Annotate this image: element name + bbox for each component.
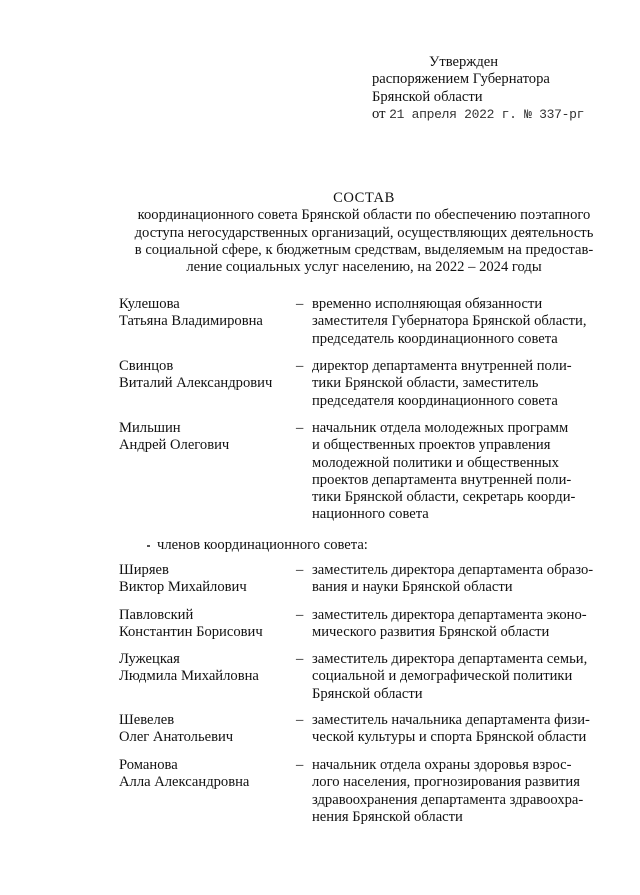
position-line: проектов департамента внутренней поли- [312,471,572,488]
member-given-names: Константин Борисович [119,624,263,641]
member-given-names: Андрей Олегович [119,437,230,454]
position-line: национного совета [312,506,429,523]
member-surname: Мильшин [119,420,181,436]
member-surname: Павловский [119,607,194,623]
title-line: координационного совета Брянской области по обеспечению поэтапного [137,207,591,224]
member-position [312,420,600,524]
position-line: заместитель начальника департамента физи- [312,712,590,728]
dash-separator: – [296,562,304,578]
member-position [312,712,600,747]
member-name [119,757,294,792]
member-surname: Лужецкая [119,651,180,667]
dash-separator: – [296,712,304,728]
position-line: ческой культуры и спорта Брянской области [312,729,587,746]
position-line: временно исполняющая обязанности [312,296,543,312]
approval-line-order: распоряжением Губернатора [372,71,550,88]
position-line: заместитель директора департамента образо- [312,562,594,578]
position-line: тики Брянской области, секретарь коорди- [312,489,576,506]
member-position [312,757,600,826]
member-name [119,712,294,747]
scan-speck [147,545,150,547]
member-given-names: Виктор Михайлович [119,579,247,596]
position-line: здравоохранения департамента здравоохра- [312,791,584,808]
position-line: нения Брянской области [312,808,463,825]
member-name [119,607,294,642]
dash-separator: – [296,296,304,312]
position-line: заместителя Губернатора Брянской области, [312,313,587,330]
title-line: в социальной сфере, к бюджетным средствам, выделяемым на предостав- [134,241,594,258]
position-line: лого населения, прогнозирования развития [312,774,580,791]
title-heading: СОСТАВ [333,190,395,206]
member-position [312,296,600,348]
title-line: доступа негосударственных организаций, осуществляющих деятельность [134,224,594,241]
position-line: председатель координационного совета [312,330,558,347]
member-given-names: Алла Александровна [119,774,250,791]
dash-separator: – [296,607,304,623]
approval-line-date [372,106,584,123]
member-surname: Свинцов [119,358,174,374]
document-title [128,190,600,276]
approval-date-stamp: 21 апреля 2022 г. № 337-рг [389,106,585,122]
title-line: ление социальных услуг населению, на 2022 – 2024 годы [186,259,542,276]
member-surname: Шевелев [119,712,175,728]
member-surname: Кулешова [119,296,180,312]
member-name [119,420,294,455]
position-line: заместитель директора департамента эконо- [312,607,587,623]
position-line: Брянской области [312,685,423,702]
approval-line-approved: Утвержден [429,54,499,70]
position-line: заместитель директора департамента семьи, [312,651,588,667]
dash-separator: – [296,420,304,436]
member-name [119,562,294,597]
member-given-names: Виталий Александрович [119,375,273,392]
position-line: вания и науки Брянской области [312,579,513,596]
member-position [312,651,600,703]
member-position [312,607,600,642]
approval-block [372,54,584,123]
dash-separator: – [296,757,304,773]
position-line: начальник отдела охраны здоровья взрос- [312,757,572,773]
position-line: директор департамента внутренней поли- [312,358,572,374]
dash-separator: – [296,651,304,667]
position-line: тики Брянской области, заместитель [312,375,539,392]
position-line: начальник отдела молодежных программ [312,420,569,436]
member-surname: Ширяев [119,562,169,578]
member-position [312,358,600,410]
member-given-names: Олег Анатольевич [119,729,234,746]
position-line: мического развития Брянской области [312,624,550,641]
member-position [312,562,600,597]
position-line: молодежной политики и общественных [312,454,559,471]
position-line: социальной и демографической политики [312,668,573,685]
position-line: и общественных проектов управления [312,437,551,454]
members-label-text: членов координационного совета: [157,537,368,553]
member-name [119,296,294,331]
approval-line-region: Брянской области [372,88,483,105]
approval-date-prefix: от [372,105,386,122]
member-name [119,651,294,686]
member-given-names: Людмила Михайловна [119,668,259,685]
position-line: председателя координационного совета [312,392,558,409]
dash-separator: – [296,358,304,374]
members-section-label [157,537,368,554]
member-name [119,358,294,393]
member-surname: Романова [119,757,178,773]
member-given-names: Татьяна Владимировна [119,313,263,330]
